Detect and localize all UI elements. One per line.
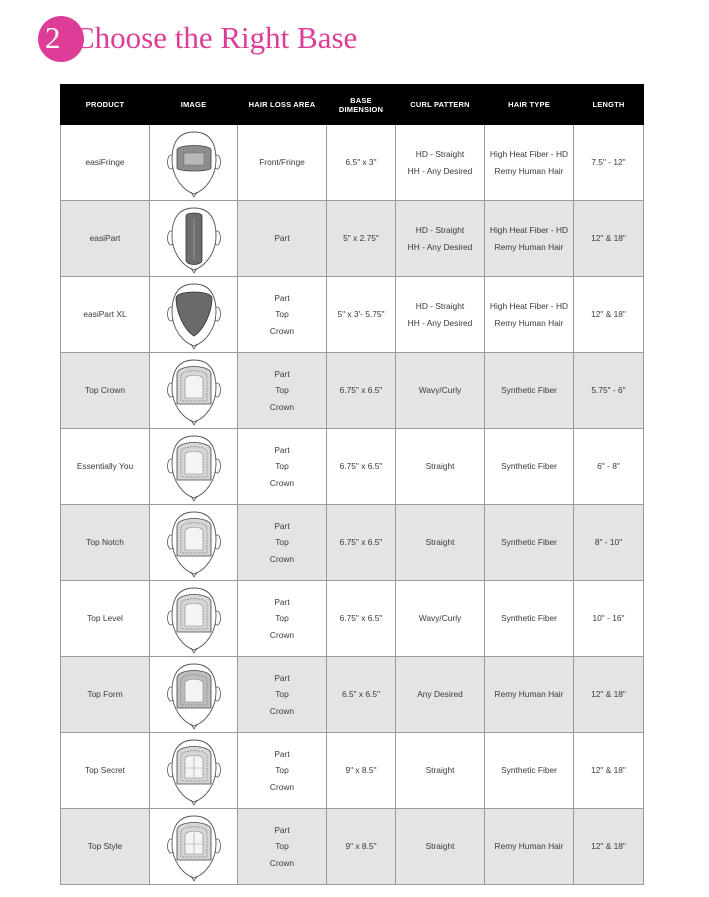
- curl-pattern-line: HH - Any Desired: [407, 241, 473, 252]
- base-dimension: 6.75" x 6.5": [327, 581, 396, 657]
- hair-loss-area: [238, 733, 327, 809]
- base-image: [150, 657, 238, 733]
- curl-pattern: [396, 353, 485, 429]
- head-diagram-icon: [164, 432, 224, 502]
- hair-loss-area: [238, 277, 327, 353]
- hair-type-line: Remy Human Hair: [494, 689, 564, 700]
- table-row: [61, 733, 644, 809]
- base-image: [150, 125, 238, 201]
- hair-loss-area-line: Top: [275, 841, 289, 852]
- hair-type-line: Synthetic Fiber: [501, 385, 557, 396]
- base-dimension: 6.75" x 6.5": [327, 353, 396, 429]
- hair-type-line: Synthetic Fiber: [501, 461, 557, 472]
- hair-loss-area-line: Part: [274, 233, 290, 244]
- hair-type: [485, 429, 574, 505]
- curl-pattern: [396, 581, 485, 657]
- hair-type-line: High Heat Fiber - HD: [489, 301, 569, 311]
- curl-pattern-line: HD - Straight: [415, 301, 465, 311]
- hair-loss-area-line: Crown: [269, 857, 295, 868]
- hair-type: [485, 657, 574, 733]
- curl-pattern: [396, 809, 485, 885]
- base-image: [150, 809, 238, 885]
- hair-loss-area-line: Top: [275, 613, 289, 624]
- hair-type: [485, 505, 574, 581]
- step-number: 2: [45, 20, 61, 55]
- curl-pattern-line: Wavy/Curly: [418, 613, 462, 624]
- column-header: CURL PATTERN: [396, 85, 485, 125]
- hair-type: [485, 277, 574, 353]
- hair-loss-area: [238, 657, 327, 733]
- table-row: [61, 581, 644, 657]
- product-name: easiFringe: [61, 125, 150, 201]
- length: 10" - 16": [574, 581, 644, 657]
- product-name: Top Secret: [61, 733, 150, 809]
- hair-type-line: Remy Human Hair: [494, 317, 564, 328]
- hair-type: [485, 125, 574, 201]
- hair-loss-area-line: Part: [274, 444, 290, 455]
- base-dimension: 6.75" x 6.5": [327, 429, 396, 505]
- page-heading: [38, 14, 538, 64]
- base-dimension: 9" x 8.5": [327, 809, 396, 885]
- hair-type-line: Remy Human Hair: [494, 841, 564, 852]
- hair-loss-area-line: Crown: [269, 477, 295, 488]
- head-diagram-icon: [164, 128, 224, 198]
- hair-loss-area-line: Crown: [269, 705, 295, 716]
- hair-loss-area-line: Part: [274, 748, 290, 759]
- base-image: [150, 581, 238, 657]
- length: 12" & 18": [574, 733, 644, 809]
- curl-pattern-line: HD - Straight: [415, 225, 465, 235]
- length: 7.5" - 12": [574, 125, 644, 201]
- base-dimension: 5" x 3'- 5.75": [327, 277, 396, 353]
- hair-loss-area-line: Front/Fringe: [259, 157, 305, 168]
- column-header: HAIR TYPE: [485, 85, 574, 125]
- head-diagram-icon: [164, 508, 224, 578]
- base-image: [150, 353, 238, 429]
- hair-loss-area-line: Top: [275, 461, 289, 472]
- hair-type-line: Remy Human Hair: [494, 165, 564, 176]
- length: 5.75" - 6": [574, 353, 644, 429]
- hair-type-line: High Heat Fiber - HD: [489, 149, 569, 159]
- column-header: LENGTH: [574, 85, 644, 125]
- curl-pattern-line: Any Desired: [417, 689, 463, 700]
- head-diagram-icon: [164, 280, 224, 350]
- hair-type: [485, 201, 574, 277]
- base-dimension: 9" x 8.5": [327, 733, 396, 809]
- hair-type-line: High Heat Fiber - HD: [489, 225, 569, 235]
- table-row: [61, 125, 644, 201]
- table-row: [61, 429, 644, 505]
- base-dimension: 5" x 2.75": [327, 201, 396, 277]
- product-name: Top Level: [61, 581, 150, 657]
- table-row: [61, 201, 644, 277]
- length: 8" - 10": [574, 505, 644, 581]
- curl-pattern-line: Straight: [425, 765, 455, 776]
- head-diagram-icon: [164, 584, 224, 654]
- hair-loss-area-line: Crown: [269, 629, 295, 640]
- hair-loss-area-line: Part: [274, 596, 290, 607]
- hair-loss-area-line: Top: [275, 765, 289, 776]
- hair-loss-area-line: Top: [275, 537, 289, 548]
- length: 6" - 8": [574, 429, 644, 505]
- hair-type: [485, 581, 574, 657]
- product-name: Top Style: [61, 809, 150, 885]
- column-header: BASE DIMENSION: [327, 85, 396, 125]
- curl-pattern-line: Straight: [425, 841, 455, 852]
- base-image: [150, 277, 238, 353]
- head-diagram-icon: [164, 356, 224, 426]
- hair-type: [485, 809, 574, 885]
- head-diagram-icon: [164, 660, 224, 730]
- hair-loss-area-line: Part: [274, 824, 290, 835]
- length: 12" & 18": [574, 809, 644, 885]
- hair-loss-area-line: Top: [275, 689, 289, 700]
- base-image: [150, 201, 238, 277]
- hair-loss-area-line: Crown: [269, 401, 295, 412]
- hair-loss-area-line: Crown: [269, 325, 295, 336]
- curl-pattern: [396, 657, 485, 733]
- table-row: [61, 353, 644, 429]
- base-dimension: 6.5" x 3": [327, 125, 396, 201]
- column-header: PRODUCT: [61, 85, 150, 125]
- curl-pattern: [396, 429, 485, 505]
- base-dimension: 6.5" x 6.5": [327, 657, 396, 733]
- product-name: easiPart XL: [61, 277, 150, 353]
- hair-loss-area: [238, 809, 327, 885]
- product-name: Top Form: [61, 657, 150, 733]
- base-image: [150, 429, 238, 505]
- hair-loss-area: [238, 201, 327, 277]
- length: 12" & 18": [574, 277, 644, 353]
- hair-loss-area: [238, 505, 327, 581]
- curl-pattern: [396, 201, 485, 277]
- table-body: [61, 125, 644, 885]
- hair-type-line: Remy Human Hair: [494, 241, 564, 252]
- head-diagram-icon: [164, 736, 224, 806]
- column-header: HAIR LOSS AREA: [238, 85, 327, 125]
- table-header-row: [61, 85, 644, 125]
- base-dimension: 6.75" x 6.5": [327, 505, 396, 581]
- curl-pattern-line: Straight: [425, 537, 455, 548]
- product-name: Top Crown: [61, 353, 150, 429]
- hair-loss-area-line: Part: [274, 672, 290, 683]
- curl-pattern: [396, 505, 485, 581]
- product-name: Top Notch: [61, 505, 150, 581]
- hair-loss-area: [238, 125, 327, 201]
- length: 12" & 18": [574, 657, 644, 733]
- hair-loss-area: [238, 429, 327, 505]
- curl-pattern: [396, 733, 485, 809]
- hair-type-line: Synthetic Fiber: [501, 537, 557, 548]
- curl-pattern: [396, 277, 485, 353]
- hair-loss-area-line: Part: [274, 368, 290, 379]
- hair-loss-area-line: Crown: [269, 781, 295, 792]
- length: 12" & 18": [574, 201, 644, 277]
- hair-type: [485, 353, 574, 429]
- hair-type: [485, 733, 574, 809]
- hair-loss-area-line: Crown: [269, 553, 295, 564]
- curl-pattern-line: HH - Any Desired: [407, 317, 473, 328]
- column-header: IMAGE: [150, 85, 238, 125]
- base-comparison-table: [60, 84, 644, 885]
- curl-pattern-line: Wavy/Curly: [418, 385, 462, 396]
- hair-loss-area-line: Part: [274, 520, 290, 531]
- hair-type-line: Synthetic Fiber: [501, 613, 557, 624]
- table-row: [61, 277, 644, 353]
- page-title: Choose the Right Base: [74, 20, 358, 55]
- hair-loss-area-line: Top: [275, 309, 289, 320]
- product-name: easiPart: [61, 201, 150, 277]
- hair-type-line: Synthetic Fiber: [501, 765, 557, 776]
- product-name: Essentially You: [61, 429, 150, 505]
- hair-loss-area: [238, 581, 327, 657]
- head-diagram-icon: [164, 812, 224, 882]
- base-image: [150, 505, 238, 581]
- curl-pattern-line: Straight: [425, 461, 455, 472]
- curl-pattern: [396, 125, 485, 201]
- head-diagram-icon: [164, 204, 224, 274]
- curl-pattern-line: HD - Straight: [415, 149, 465, 159]
- table-row: [61, 657, 644, 733]
- hair-loss-area: [238, 353, 327, 429]
- table-row: [61, 505, 644, 581]
- table-row: [61, 809, 644, 885]
- hair-loss-area-line: Part: [274, 292, 290, 303]
- hair-loss-area-line: Top: [275, 385, 289, 396]
- base-image: [150, 733, 238, 809]
- curl-pattern-line: HH - Any Desired: [407, 165, 473, 176]
